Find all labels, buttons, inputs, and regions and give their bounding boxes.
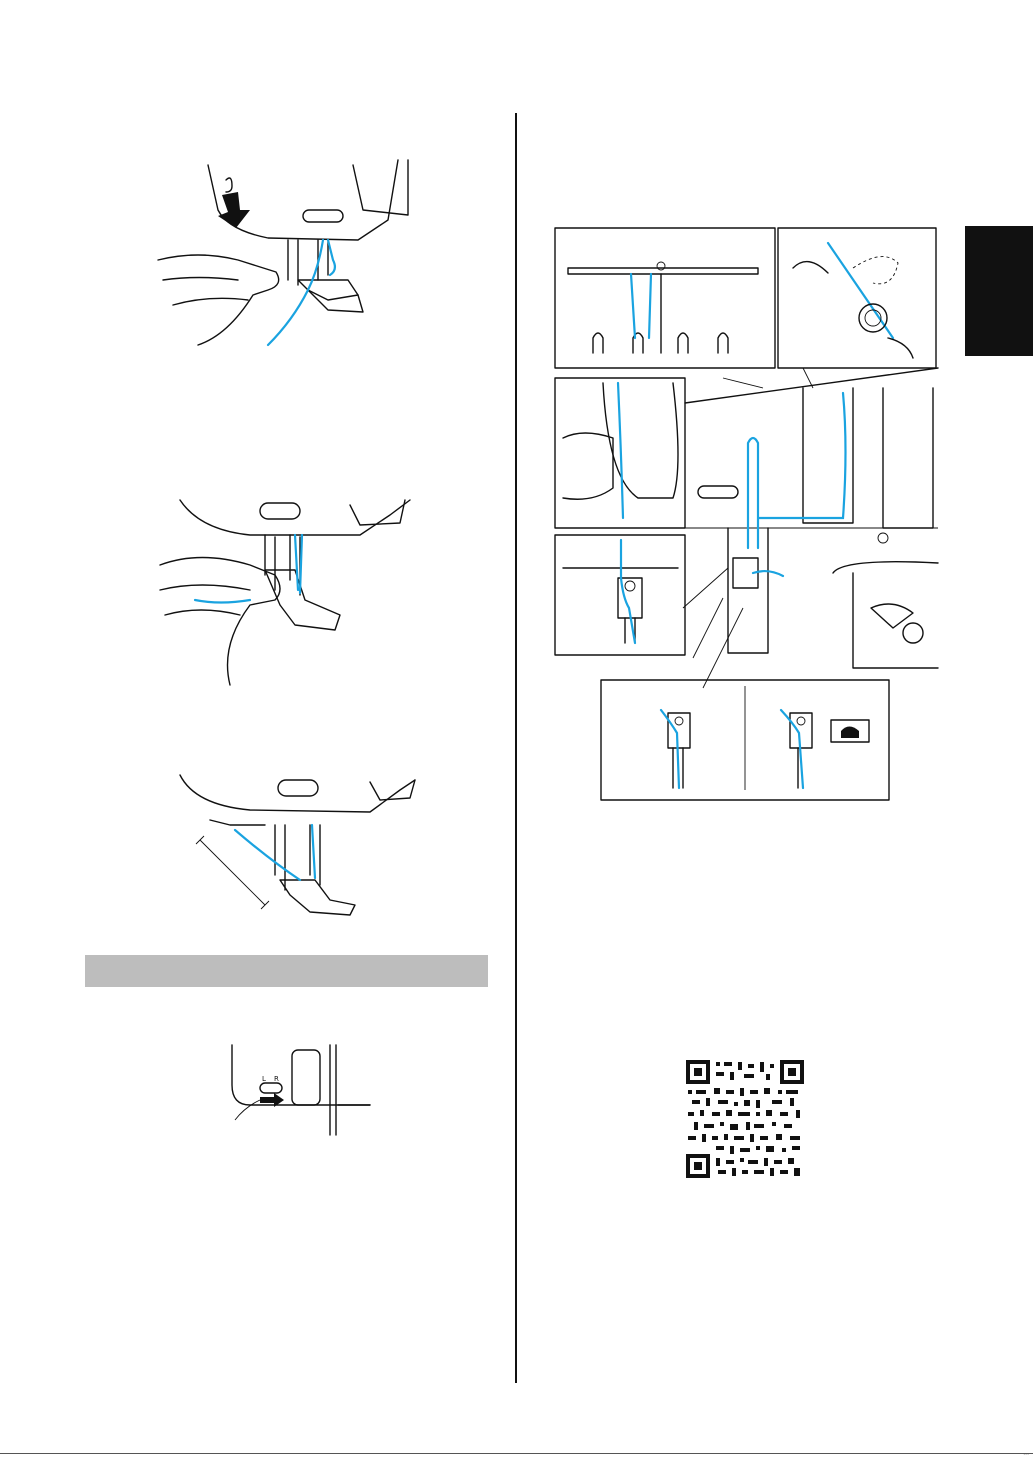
column-divider	[515, 113, 517, 1383]
figure-needle-threading	[160, 495, 420, 685]
chapter-tab	[965, 226, 1033, 356]
qr-code-icon	[686, 1060, 804, 1178]
section-heading-bar	[85, 955, 488, 987]
foot-icon	[841, 727, 859, 739]
slider-label-left: L	[262, 1075, 266, 1083]
figure-thread-length	[170, 770, 420, 920]
arrow-down-icon	[218, 192, 250, 228]
figure-lr-slider	[230, 1045, 375, 1135]
page-bottom-rule	[0, 1453, 1033, 1454]
footer-mark: ···	[1023, 1452, 1029, 1459]
slider-label-right: R	[274, 1075, 279, 1083]
figure-threader-lever	[158, 160, 418, 345]
figure-threading-overview	[553, 228, 938, 803]
